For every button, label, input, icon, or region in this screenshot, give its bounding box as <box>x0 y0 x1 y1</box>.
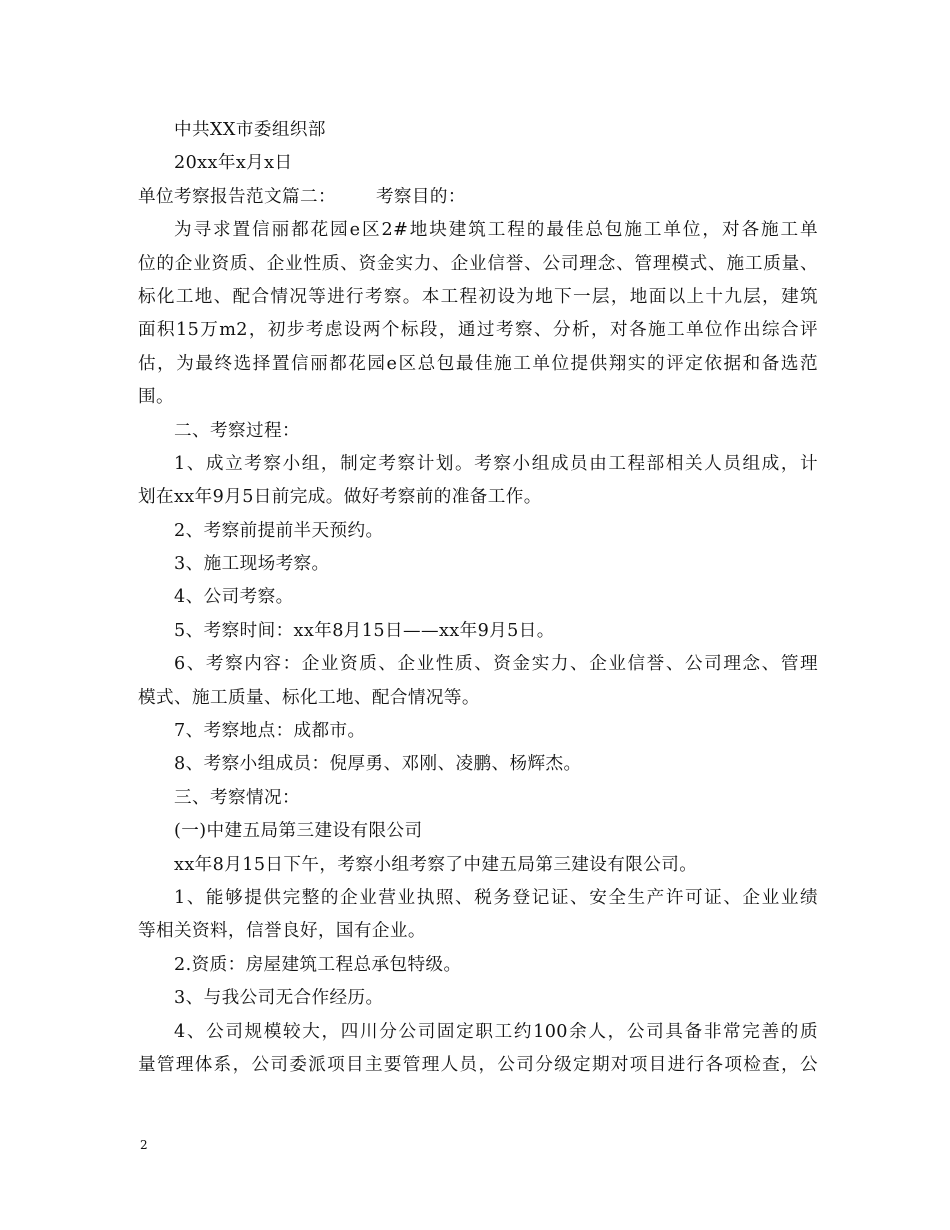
signature-date: 20xx年x月x日 <box>174 153 293 174</box>
paragraph-line: xx年8月15日下午，考察小组考察了中建五局第三建设有限公司。 <box>174 854 698 875</box>
section-heading: 二、考察过程： <box>174 420 300 441</box>
paragraph-line: 估，为最终选择置信丽都花园e区总包最佳施工单位提供翔实的评定依据和备选范 <box>138 353 818 374</box>
document-body <box>138 114 818 1082</box>
paragraph-line: 量管理体系，公司委派项目主要管理人员，公司分级定期对项目进行各项检查，公 <box>138 1054 818 1075</box>
list-item: 3、施工现场考察。 <box>174 554 330 575</box>
paragraph-line: 位的企业资质、企业性质、资金实力、企业信誉、公司理念、管理模式、施工质量、 <box>138 253 818 274</box>
list-item: 2、考察前提前半天预约。 <box>174 520 384 541</box>
list-item: 3、与我公司无合作经历。 <box>174 988 384 1009</box>
list-item: 2.资质：房屋建筑工程总承包特级。 <box>174 954 462 975</box>
paragraph-line: 划在xx年9月5日前完成。做好考察前的准备工作。 <box>138 487 542 508</box>
list-item: 8、考察小组成员：倪厚勇、邓刚、凌鹏、杨辉杰。 <box>174 754 582 775</box>
section-heading: 三、考察情况： <box>174 787 300 808</box>
signature-organization: 中共XX市委组织部 <box>174 120 326 140</box>
page-number: 2 <box>140 1138 148 1152</box>
paragraph-line: 等相关资料，信誉良好，国有企业。 <box>138 921 426 942</box>
list-item: 4、公司规模较大，四川分公司固定职工约100余人，公司具备非常完善的质 <box>174 1021 818 1042</box>
section-title: 单位考察报告范文篇二： <box>138 186 336 207</box>
paragraph-line: 标化工地、配合情况等进行考察。本工程初设为地下一层，地面以上十九层，建筑 <box>138 286 818 307</box>
list-item: 1、能够提供完整的企业营业执照、税务登记证、安全生产许可证、企业业绩 <box>174 887 818 908</box>
list-item: 5、考察时间：xx年8月15日——xx年9月5日。 <box>174 620 555 641</box>
section-heading-line <box>138 181 818 214</box>
paragraph-line: 为寻求置信丽都花园e区2#地块建筑工程的最佳总包施工单位，对各施工单 <box>174 220 818 241</box>
paragraph-line: 1、成立考察小组，制定考察计划。考察小组成员由工程部相关人员组成，计 <box>174 453 818 474</box>
paragraph-line: 围。 <box>138 387 174 408</box>
list-item: 6、考察内容：企业资质、企业性质、资金实力、企业信誉、公司理念、管理 <box>174 654 818 675</box>
company-heading: (一)中建五局第三建设有限公司 <box>174 821 423 842</box>
list-item: 7、考察地点：成都市。 <box>174 721 366 742</box>
paragraph-line: 面积15万m2，初步考虑设两个标段，通过考察、分析，对各施工单位作出综合评 <box>138 320 818 341</box>
purpose-heading: 考察目的： <box>375 186 466 207</box>
paragraph-line: 模式、施工质量、标化工地、配合情况等。 <box>138 687 480 708</box>
list-item: 4、公司考察。 <box>174 587 294 608</box>
